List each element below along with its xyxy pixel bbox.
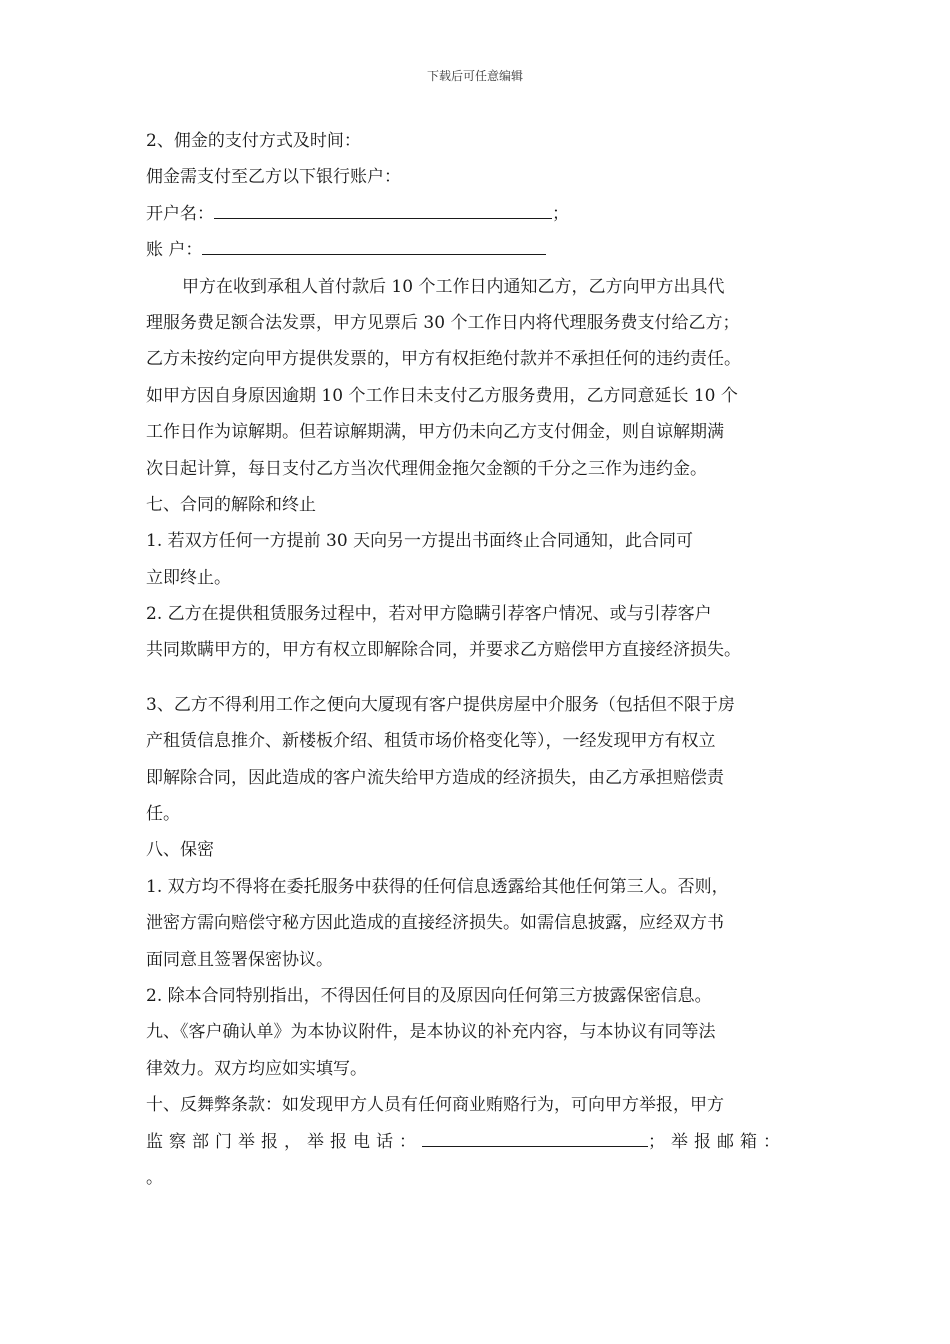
paragraph-line: 。 xyxy=(146,1167,163,1188)
paragraph-line: 2、佣金的支付方式及时间： xyxy=(146,131,361,151)
paragraph-line: 佣金需支付至乙方以下银行账户： xyxy=(146,167,401,188)
page-header: 下载后可任意编辑 xyxy=(426,69,523,83)
paragraph-line: 1. 若双方任何一方提前 30 天向另一方提出书面终止合同通知，此合同可 xyxy=(146,531,694,552)
account-name-label: 开户名： xyxy=(146,203,214,224)
paragraph-line: 2. 乙方在提供租赁服务过程中，若对甲方隐瞒引荐客户情况、或与引荐客户 xyxy=(146,604,712,625)
document-body xyxy=(146,123,810,1196)
blank-space xyxy=(146,669,810,687)
section-heading: 十、反舞弊条款：如发现甲方人员有任何商业贿赂行为，可向甲方举报，甲方 xyxy=(146,1095,724,1116)
account-name-line xyxy=(146,196,810,232)
report-phone-label: 监察部门举报，举报电话： xyxy=(146,1131,422,1152)
section-heading: 九、《客户确认单》为本协议附件，是本协议的补充内容，与本协议有同等法 xyxy=(146,1022,716,1043)
paragraph-line: 工作日作为谅解期。但若谅解期满，甲方仍未向乙方支付佣金，则自谅解期满 xyxy=(146,422,724,443)
account-number-blank xyxy=(202,232,546,255)
paragraph-line: 甲方在收到承租人首付款后 10 个工作日内通知乙方，乙方向甲方出具代 xyxy=(182,276,725,297)
report-phone-blank xyxy=(422,1124,648,1147)
paragraph-line: 立即终止。 xyxy=(146,567,231,588)
report-email-label: ；举报邮箱： xyxy=(648,1131,786,1152)
section-heading: 八、保密 xyxy=(146,840,214,861)
paragraph-line: 2. 除本合同特别指出，不得因任何目的及原因向任何第三方披露保密信息。 xyxy=(146,985,712,1006)
section-heading: 七、合同的解除和终止 xyxy=(146,494,316,515)
account-number-line xyxy=(146,232,810,268)
paragraph-line: 泄密方需向赔偿守秘方因此造成的直接经济损失。如需信息披露，应经双方书 xyxy=(146,913,724,934)
paragraph-line: 理服务费足额合法发票，甲方见票后 30 个工作日内将代理服务费支付给乙方； xyxy=(146,312,740,333)
paragraph-line: 即解除合同，因此造成的客户流失给甲方造成的经济损失，由乙方承担赔偿责 xyxy=(146,767,724,788)
paragraph-line: 任。 xyxy=(146,804,180,825)
semicolon: ； xyxy=(552,203,569,224)
account-number-label: 账 户： xyxy=(146,240,203,261)
paragraph-line: 共同欺瞒甲方的，甲方有权立即解除合同，并要求乙方赔偿甲方直接经济损失。 xyxy=(146,640,741,661)
report-line xyxy=(146,1124,810,1160)
paragraph-line: 面同意且签署保密协议。 xyxy=(146,949,333,970)
account-name-blank xyxy=(214,196,552,219)
paragraph-line: 产租赁信息推介、新楼板介绍、租赁市场价格变化等），一经发现甲方有权立 xyxy=(146,731,716,752)
paragraph-line: 次日起计算，每日支付乙方当次代理佣金拖欠金额的千分之三作为违约金。 xyxy=(146,458,707,479)
paragraph-line: 乙方未按约定向甲方提供发票的，甲方有权拒绝付款并不承担任何的违约责任。 xyxy=(146,349,741,370)
paragraph-line: 律效力。双方均应如实填写。 xyxy=(146,1058,367,1079)
paragraph-line: 1. 双方均不得将在委托服务中获得的任何信息透露给其他任何第三人。否则， xyxy=(146,876,729,897)
paragraph-line: 如甲方因自身原因逾期 10 个工作日未支付乙方服务费用，乙方同意延长 10 个 xyxy=(146,385,738,406)
paragraph-line: 3、乙方不得利用工作之便向大厦现有客户提供房屋中介服务（包括但不限于房 xyxy=(146,694,735,715)
